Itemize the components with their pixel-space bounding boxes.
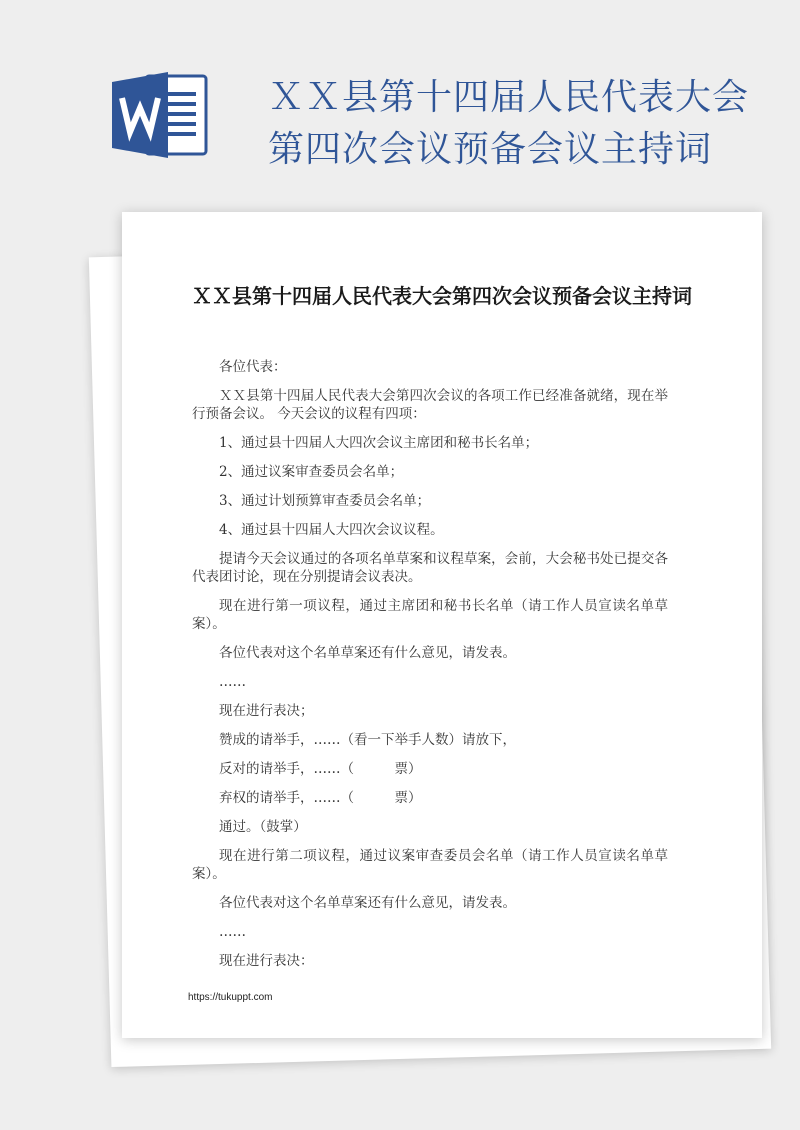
footer-url: https://tukuppt.com [188, 992, 273, 1003]
word-document-icon [110, 70, 210, 160]
paragraph-vote-abstain: 弃权的请举手，……（ 票） [219, 790, 422, 806]
document-body [192, 358, 668, 981]
agenda-item-4: 4、通过县十四届人大四次会议议程。 [219, 522, 444, 538]
header-title-line-1: ＸＸ县第十四届人民代表大会 [268, 77, 750, 118]
paragraph-opinions-2: 各位代表对这个名单草案还有什么意见，请发表。 [219, 895, 516, 911]
document-title: ＸＸ县第十四届人民代表大会第四次会议预备会议主持词 [192, 284, 692, 308]
paragraph-ellipsis: …… [219, 674, 246, 690]
document-page [122, 212, 762, 1038]
paragraph-item-one: 现在进行第一项议程，通过主席团和秘书长名单（请工作人员宣读名单草案）。 [192, 598, 668, 632]
paragraph-ellipsis-2: …… [219, 924, 246, 940]
paragraph-vote-start: 现在进行表决； [219, 703, 314, 719]
agenda-item-3: 3、通过计划预算审查委员会名单； [219, 493, 431, 509]
paragraph-vote-no: 反对的请举手，……（ 票） [219, 761, 422, 777]
paragraph-item-two: 现在进行第二项议程，通过议案审查委员会名单（请工作人员宣读名单草案）。 [192, 848, 668, 882]
paragraph-salutation: 各位代表： [219, 359, 287, 375]
agenda-item-2: 2、通过议案审查委员会名单； [219, 464, 404, 480]
paragraph-passed: 通过。（鼓掌） [219, 819, 307, 835]
paragraph-vote-yes: 赞成的请举手，……（看一下举手人数）请放下， [219, 732, 516, 748]
paragraph-intro: ＸＸ县第十四届人民代表大会第四次会议的各项工作已经准备就绪，现在举行预备会议。 今天会议的议程有四项： [192, 388, 668, 422]
paragraph-submission: 提请今天会议通过的各项名单草案和议程草案，会前，大会秘书处已提交各代表团讨论，现在分别提请会议表决。 [192, 551, 668, 585]
paragraph-opinions: 各位代表对这个名单草案还有什么意见，请发表。 [219, 645, 516, 661]
header-title [268, 72, 788, 176]
agenda-item-1: 1、通过县十四届人大四次会议主席团和秘书长名单； [219, 435, 539, 451]
preview-header [0, 0, 800, 205]
paragraph-vote-start-2: 现在进行表决： [219, 953, 314, 969]
header-title-line-2: 第四次会议预备会议主持词 [268, 129, 713, 170]
